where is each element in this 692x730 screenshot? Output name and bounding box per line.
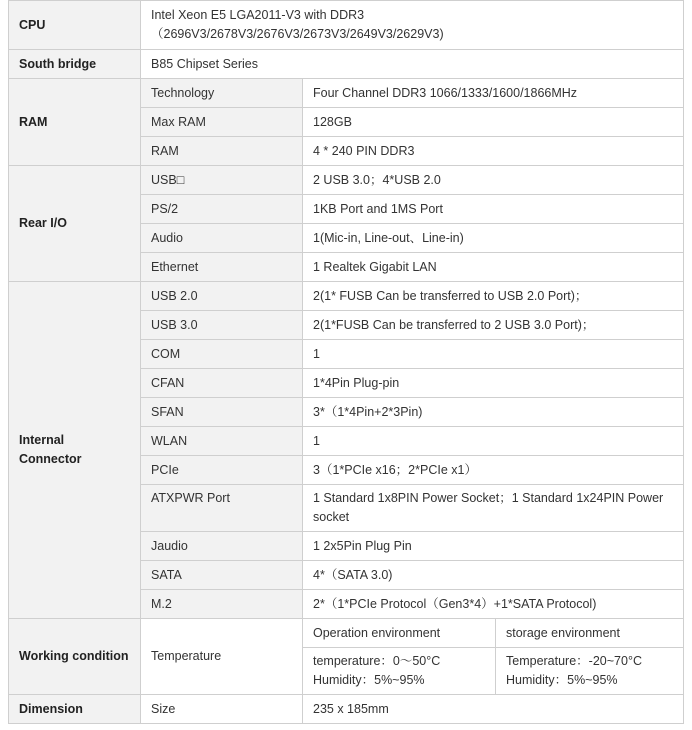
table-row (9, 619, 684, 648)
internal-label: Internal Connector (9, 282, 141, 619)
rear-io-value-ps2: 1KB Port and 1MS Port (303, 195, 684, 224)
internal-value-atxpwr: 1 Standard 1x8PIN Power Socket；1 Standard 1x24PIN Power socket (303, 485, 684, 532)
internal-sub-com: COM (141, 340, 303, 369)
dimension-value: 235 x 185mm (303, 695, 684, 724)
internal-value-usb2: 2(1* FUSB Can be transferred to USB 2.0 Port)； (303, 282, 684, 311)
working-st-header: storage environment (496, 619, 684, 648)
working-op-temp: temperature：0～50°C (313, 654, 441, 668)
cpu-value (141, 1, 684, 50)
rear-io-label: Rear I/O (9, 166, 141, 282)
ram-sub-technology: Technology (141, 79, 303, 108)
row-dimension (9, 695, 684, 724)
ram-sub-max: Max RAM (141, 108, 303, 137)
table-row (9, 282, 684, 311)
dimension-sub-size: Size (141, 695, 303, 724)
internal-value-sfan: 3*（1*4Pin+2*3Pin) (303, 398, 684, 427)
rear-io-sub-ps2: PS/2 (141, 195, 303, 224)
row-cpu (9, 1, 684, 50)
internal-sub-usb3: USB 3.0 (141, 311, 303, 340)
internal-sub-sfan: SFAN (141, 398, 303, 427)
internal-value-sata: 4*（SATA 3.0) (303, 561, 684, 590)
dimension-label: Dimension (9, 695, 141, 724)
internal-value-usb3: 2(1*FUSB Can be transferred to 2 USB 3.0 Port)； (303, 311, 684, 340)
cpu-label: CPU (9, 1, 141, 50)
internal-sub-wlan: WLAN (141, 427, 303, 456)
ram-value-max: 128GB (303, 108, 684, 137)
working-st-values (496, 648, 684, 695)
rear-io-sub-audio: Audio (141, 224, 303, 253)
rear-io-sub-usb: USB□ (141, 166, 303, 195)
working-st-temp: Temperature：-20~70°C (506, 654, 642, 668)
ram-value-ram: 4 * 240 PIN DDR3 (303, 137, 684, 166)
working-st-hum: Humidity：5%~95% (506, 673, 618, 687)
internal-sub-cfan: CFAN (141, 369, 303, 398)
rear-io-sub-ethernet: Ethernet (141, 253, 303, 282)
internal-sub-usb2: USB 2.0 (141, 282, 303, 311)
internal-sub-jaudio: Jaudio (141, 532, 303, 561)
working-op-values (303, 648, 496, 695)
internal-sub-sata: SATA (141, 561, 303, 590)
working-label: Working condition (9, 619, 141, 695)
internal-sub-m2: M.2 (141, 590, 303, 619)
table-row (9, 166, 684, 195)
table-row (9, 79, 684, 108)
spec-table (8, 0, 684, 724)
working-op-header: Operation environment (303, 619, 496, 648)
ram-sub-ram: RAM (141, 137, 303, 166)
cpu-value-line2: （2696V3/2678V3/2676V3/2673V3/2649V3/2629V3) (151, 27, 444, 41)
rear-io-value-audio: 1(Mic-in, Line-out、Line-in) (303, 224, 684, 253)
ram-value-technology: Four Channel DDR3 1066/1333/1600/1866MHz (303, 79, 684, 108)
internal-value-wlan: 1 (303, 427, 684, 456)
internal-value-m2: 2*（1*PCIe Protocol（Gen3*4）+1*SATA Protocol) (303, 590, 684, 619)
internal-sub-pcie: PCIe (141, 456, 303, 485)
rear-io-value-ethernet: 1 Realtek Gigabit LAN (303, 253, 684, 282)
south-bridge-value: B85 Chipset Series (141, 50, 684, 79)
row-south-bridge (9, 50, 684, 79)
internal-value-com: 1 (303, 340, 684, 369)
south-bridge-label: South bridge (9, 50, 141, 79)
internal-sub-atxpwr: ATXPWR Port (141, 485, 303, 532)
cpu-value-line1: Intel Xeon E5 LGA2011-V3 with DDR3 (151, 8, 365, 22)
rear-io-value-usb: 2 USB 3.0；4*USB 2.0 (303, 166, 684, 195)
ram-label: RAM (9, 79, 141, 166)
working-sub-temperature: Temperature (141, 619, 303, 695)
internal-value-jaudio: 1 2x5Pin Plug Pin (303, 532, 684, 561)
internal-value-pcie: 3（1*PCIe x16；2*PCIe x1） (303, 456, 684, 485)
working-op-hum: Humidity：5%~95% (313, 673, 425, 687)
internal-value-cfan: 1*4Pin Plug-pin (303, 369, 684, 398)
